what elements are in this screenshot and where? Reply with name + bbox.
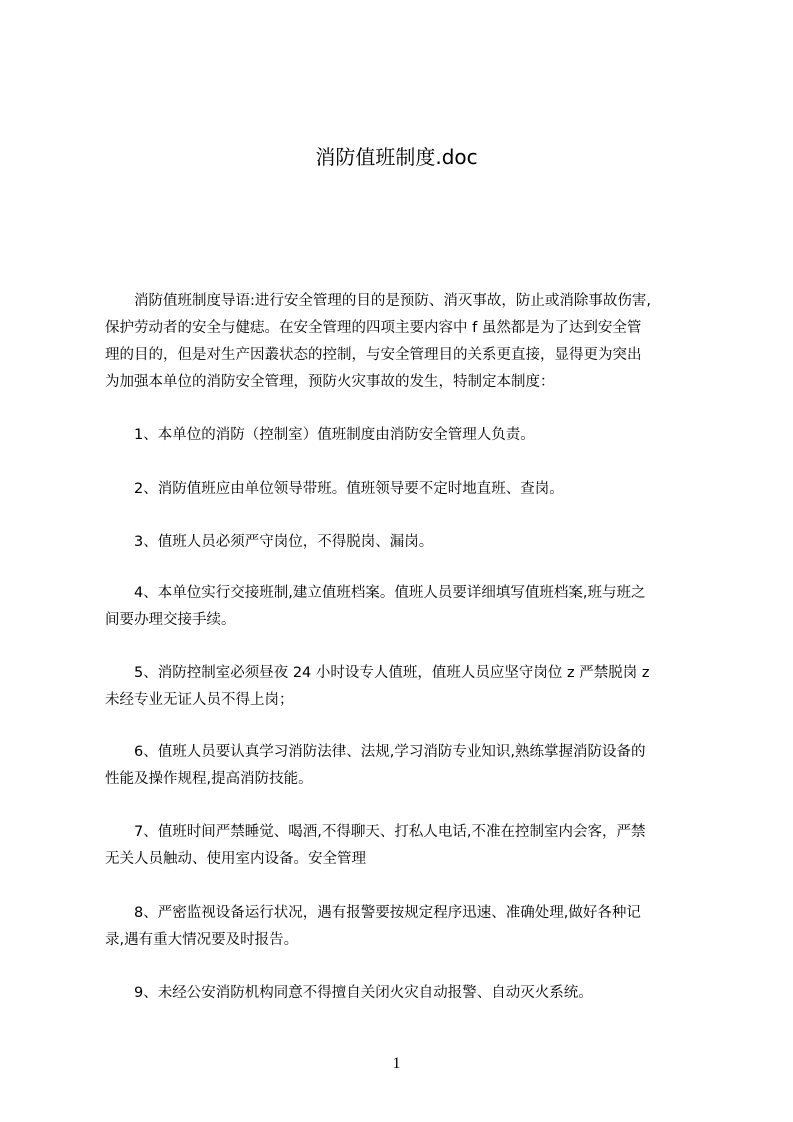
- rule-line: 未经专业无证人员不得上岗；: [105, 692, 294, 708]
- rule-item-6: [105, 739, 705, 793]
- rule-line: 5、消防控制室必须昼夜 24 小时设专人值班，值班人员应坚守岗位 z 严禁脱岗 z: [105, 665, 650, 681]
- rule-item-9: [105, 980, 705, 1007]
- rule-item-7: [105, 819, 705, 873]
- document-title: 消防值班制度.doc: [315, 145, 478, 169]
- page-number: 1: [392, 1055, 401, 1072]
- rule-item-2: [105, 476, 705, 503]
- rule-item-4: [105, 580, 705, 634]
- rule-item-1: [105, 422, 705, 449]
- rule-line: 间要办理交接手续。: [105, 612, 236, 628]
- rule-line: 6、值班人员要认真学习消防法律、法规,学习消防专业知识,熟练掌握消防设备的: [105, 744, 646, 760]
- rule-line: 1、本单位的消防（控制室）值班制度由消防安全管理人负责。: [105, 427, 535, 443]
- intro-paragraph: [105, 288, 705, 396]
- rule-item-3: [105, 529, 705, 556]
- rule-line: 性能及操作规程,提高消防技能。: [105, 771, 313, 787]
- rule-line: 3、值班人员必须严守岗位，不得脱岗、漏岗。: [105, 534, 434, 550]
- rule-line: 8、严密监视设备运行状况，遇有报警要按规定程序迅速、准确处理,做好各种记: [105, 905, 641, 921]
- rule-line: 4、本单位实行交接班制,建立值班档案。值班人员要详细填写值班档案,班与班之: [105, 585, 646, 601]
- intro-line: 理的目的，但是对生产因叢状态的控制，与安全管理目的关系更直接，显得更为突出: [105, 347, 642, 363]
- rule-item-8: [105, 900, 705, 954]
- intro-line: 消防值班制度导语:进行安全管理的目的是预防、消灭事故，防止或消除事故伤害,: [105, 293, 651, 309]
- rule-line: 无关人员触动、使用室内设备。安全管理: [105, 851, 366, 867]
- rule-line: 2、消防值班应由单位领导带班。值班领导要不定时地直班、查岗。: [105, 481, 564, 497]
- rule-line: 7、值班时间严禁睡觉、喝酒,不得聊天、打私人电话,不准在控制室内会客，严禁: [105, 824, 646, 840]
- intro-line: 保护劳动者的安全与健痣。在安全管理的四项主要内容中 f 虽然都是为了达到安全管: [105, 320, 642, 336]
- rule-line: 录,遇有重大情况要及时报告。: [105, 932, 299, 948]
- rule-line: 9、未经公安消防机构同意不得擅自关闭火灾自动报警、自动灭火系统。: [105, 985, 593, 1001]
- rule-item-5: [105, 660, 705, 714]
- intro-line: 为加强本单位的消防安全管理，预防火灾事故的发生，特制定本制度：: [105, 374, 555, 390]
